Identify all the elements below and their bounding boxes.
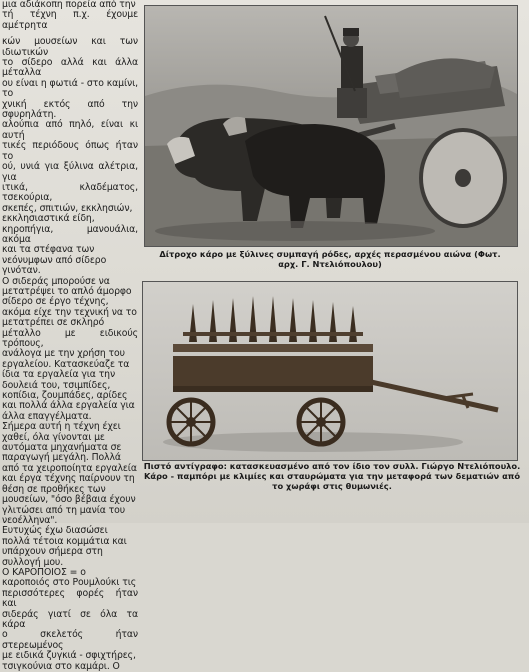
article-line: από τα χειροποίητα εργαλεία — [2, 462, 137, 474]
article-line: ανάλογα με την χρήση του — [2, 348, 125, 360]
article-line: ο σκελετός ήταν στερεωμένος — [2, 629, 138, 651]
article-line: μουσείων, "όσο βέβαια έχουν — [2, 494, 136, 506]
article-line: μετατρέψει το απλό άμορφο — [2, 285, 132, 297]
article-line: υπάρχουν σήμερα στη — [2, 546, 103, 558]
article-line: δουλειά του, τσιμπίδες, — [2, 379, 111, 391]
photo1-caption: Δίτροχο κάρο με ξύλινες συμπαγή ρόδες, αρχές περασμένου αιώνα (Φωτ. αρχ. Γ. Ντελιόπουλου) — [159, 249, 501, 269]
article-line: ου είναι η φωτιά - στο καμίνι, το — [2, 77, 138, 100]
article-line: χαθεί, όλα γίνονται με — [2, 431, 105, 443]
photo2-caption: Πιστό αντίγραφο: κατασκευασμένο από τον ίδιο τον συλλ. Γιώργο Ντελιόπουλο. Κάρο - παμπόρι με κλιμίες και σταυρώματα για την μεταφορά των δεματιών από το χωράφι στις θυμωνιές. — [143, 461, 521, 491]
ox-cart-photo — [144, 5, 518, 247]
article-line: τή τέχνη π.χ. έχουμε αμέτρητα — [2, 9, 138, 31]
article-line: καροποιός στο Ρουμλούκι τις — [2, 577, 137, 589]
article-line: κών μουσείων και των ιδιωτικών — [2, 36, 138, 58]
article-line: περισσότερες φορές ήταν και — [2, 587, 138, 610]
article-line: πολλά τέτοια κομμάτια και — [2, 535, 127, 547]
article-line: ακόμα είχε την τεχνική να το — [2, 306, 137, 318]
article-line: εργαλείου. Κατασκεύαζε τα — [2, 358, 130, 370]
article-line: σκεπές, σπιτιών, εκκλησιών, — [2, 202, 133, 214]
article-line: ίδια τα εργαλεία για την — [2, 369, 116, 381]
article-line: μέταλλο με ειδικούς τρόπους, — [2, 327, 138, 349]
article-line: ού, υνιά για ξύλινα αλέτρια, για — [2, 161, 138, 183]
article-line: το σίδερο αλλά και άλλα μέταλλα — [2, 57, 138, 79]
article-line: αυτόματα μηχανήματα σε — [2, 442, 122, 454]
article-line: Σήμερα αυτή η τέχνη έχει — [2, 421, 121, 433]
article-line: μετατρέπει σε σκληρό — [2, 317, 105, 329]
article-line: και τα στέφανα των — [2, 244, 95, 256]
article-line: με ειδικά ζυγκιά - σφιχτήρες, — [2, 650, 136, 662]
article-line: συλλογή μου. — [2, 556, 64, 568]
article-line: άλλα επαγγέλματα. — [2, 410, 92, 422]
article-line: και έργα τέχνης παίρνουν τη — [2, 473, 135, 485]
article-text-column — [0, 0, 140, 672]
article-line: νεόνυμφων από σίδερο — [2, 254, 107, 266]
article-line: τσιγκούνια στο καμάρι. Ο — [2, 660, 120, 672]
article-line: κηροπήγια, μανουάλια, ακόμα — [2, 223, 138, 245]
article-line: μια αδιάκοπη πορεία από την — [2, 0, 136, 10]
article-line: Ο σιδεράς μπορούσε να — [2, 275, 110, 287]
model-cart-illustration — [143, 282, 517, 460]
article-line: χνική εκτός από την σφυρηλάτη. — [2, 98, 138, 121]
article-line: τικές περιόδους όπως ήταν το — [2, 140, 138, 162]
article-line: Ο ΚΑΡΟΠΟΙΟΣ = ο — [2, 566, 86, 578]
article-line: εκκλησιαστικά είδη, — [2, 213, 95, 225]
article-line: νεοέλληνα". — [2, 514, 58, 526]
article-line: κοπίδια, ζουμπάδες, αρίδες — [2, 390, 128, 402]
article-line: γινόταν. — [2, 265, 41, 277]
article-line: και πολλά άλλα εργαλεία για — [2, 400, 135, 412]
article-line: ιτικά, κλαδέματος, τσεκούρια, — [2, 181, 138, 204]
ox-cart-illustration — [145, 6, 517, 246]
article-line: παραγωγή μεγάλη. Πολλά — [2, 452, 121, 464]
article-line: σιδεράς γιατί σε όλα τα κάρα — [2, 608, 138, 630]
article-line: σίδερο σε έργο τέχνης, — [2, 296, 109, 308]
article-line: θέση σε προθήκες των — [2, 483, 106, 495]
article-line: αλούπια από πηλό, είναι κι αυτή — [2, 119, 138, 141]
article-text — [0, 0, 140, 672]
article-line: γλιτώσει από τη μανία του — [2, 504, 125, 516]
article-line: Ευτυχώς έχω διασώσει — [2, 525, 108, 537]
model-cart-photo — [142, 281, 518, 461]
